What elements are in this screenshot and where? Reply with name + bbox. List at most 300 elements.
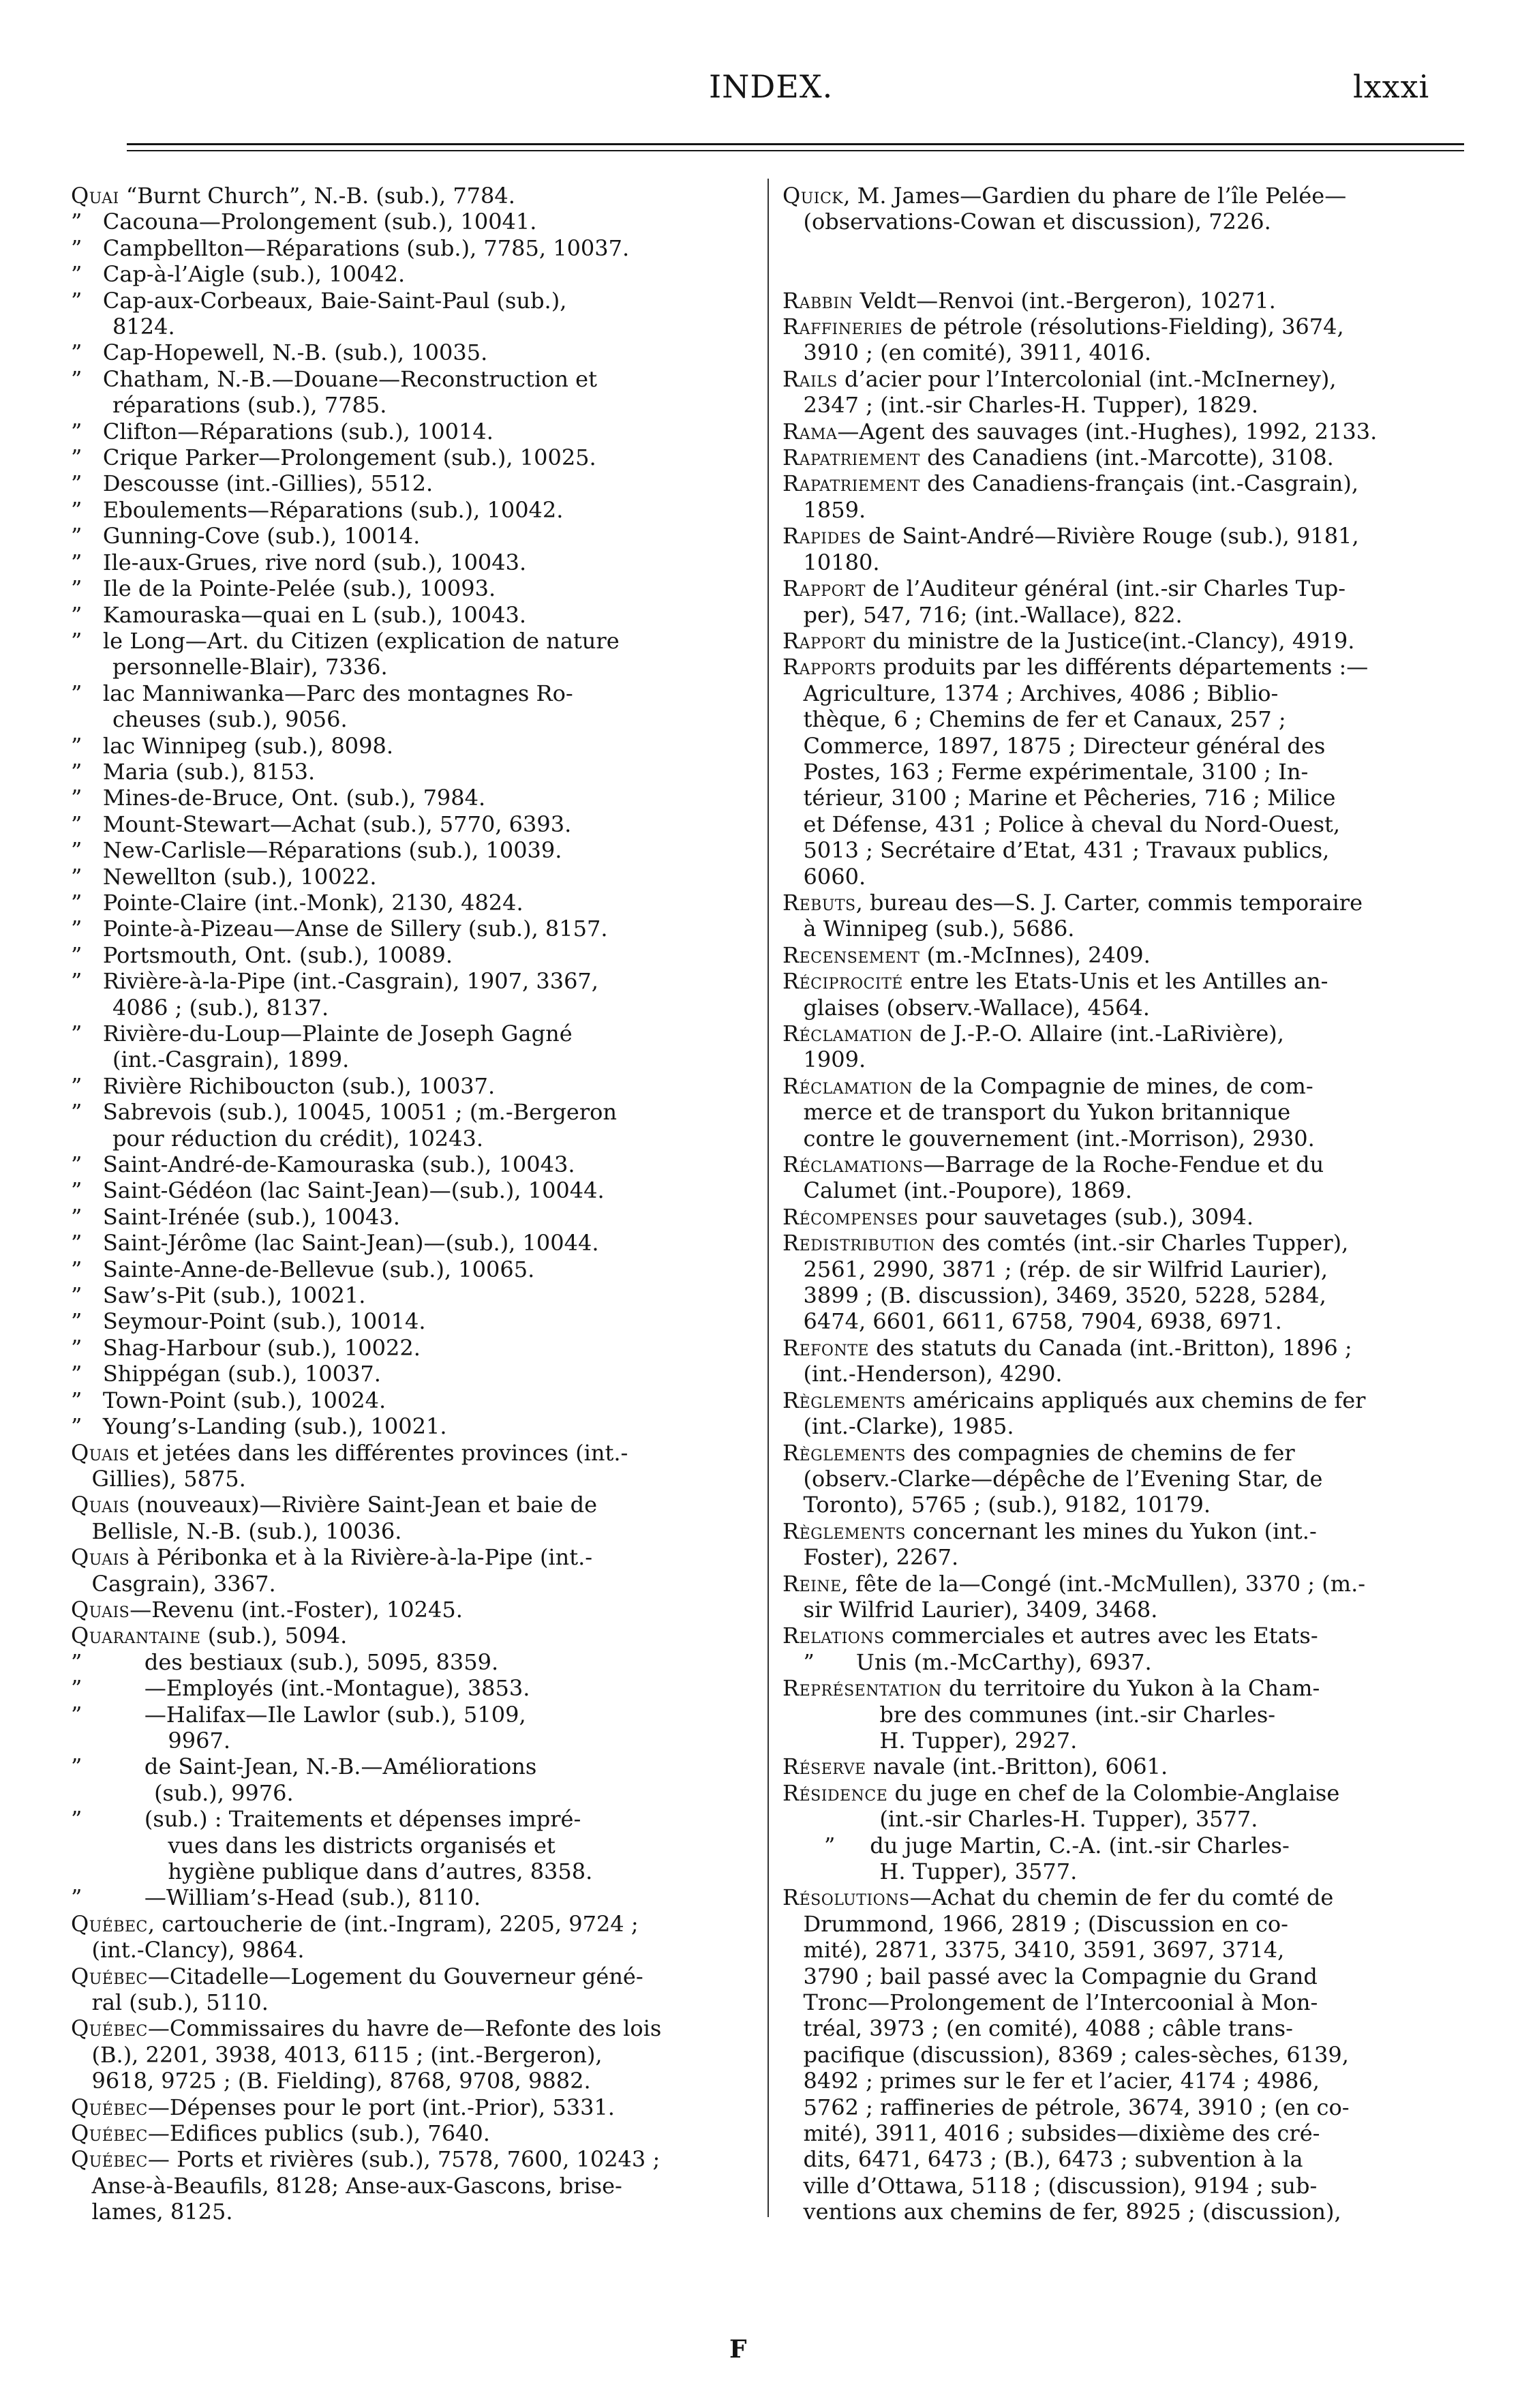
- index-entry-line: [782, 2173, 1464, 2199]
- index-entry-text: 4086 ; (sub.), 8137.: [71, 994, 329, 1021]
- index-entry-line: [782, 995, 1464, 1021]
- index-entry-text: ” Saint-André-de-Kamouraska (sub.), 10043.: [71, 1152, 575, 1178]
- index-entry-text: des statuts du Canada (int.-Britton), 1896 ;: [868, 1334, 1352, 1361]
- index-entry-line: [782, 497, 1464, 523]
- index-entry-text: 8124.: [71, 314, 175, 340]
- index-entry-head: Québec: [71, 2015, 148, 2042]
- index-entry-text: (int.-Clarke), 1985.: [782, 1413, 1014, 1440]
- index-entry-line: [71, 1833, 753, 1858]
- index-entry-text: ” Saw’s-Pit (sub.), 10021.: [71, 1282, 366, 1309]
- index-entry-text: ” Chatham, N.-B.—Douane—Reconstruction et: [71, 365, 597, 392]
- index-entry-text: ” Kamouraska—quai en L (sub.), 10043.: [71, 601, 527, 628]
- index-entry-text: —Barrage de la Roche-Fendue et du: [923, 1152, 1324, 1178]
- index-entry-head: Résidence: [782, 1779, 888, 1806]
- index-entry-line: [71, 1021, 753, 1047]
- index-entry-line: [782, 628, 1464, 654]
- index-entry-line: [782, 706, 1464, 732]
- index-entry-text: Postes, 163 ; Ferme expérimentale, 3100 ; In-: [782, 758, 1309, 785]
- index-entry-head: Règlements: [782, 1518, 906, 1544]
- index-entry-line: [71, 1858, 753, 1884]
- index-entry-text: 9967.: [71, 1727, 231, 1754]
- index-entry-text: Toronto), 5765 ; (sub.), 9182, 10179.: [782, 1492, 1211, 1518]
- index-entry-head: Rapports: [782, 654, 877, 680]
- index-entry-text: tréal, 3973 ; (en comité), 4088 ; câble trans-: [782, 2015, 1293, 2042]
- index-entry-text: ” —Employés (int.-Montague), 3853.: [71, 1675, 530, 1702]
- index-entry-text: Foster), 2267.: [782, 1544, 959, 1571]
- index-entry-text: ” Saint-Jérôme (lac Saint-Jean)—(sub.), 10044.: [71, 1230, 599, 1256]
- index-entry-head: Raffineries: [782, 314, 903, 340]
- index-entry-text: ” le Long—Art. du Citizen (explication de nature: [71, 627, 620, 654]
- index-entry-head: Relations: [782, 1623, 885, 1649]
- index-entry-line: [71, 445, 753, 470]
- index-entry-text: ” Shag-Harbour (sub.), 10022.: [71, 1334, 421, 1361]
- index-entry-text: ” (sub.) : Traitements et dépenses impré-: [71, 1806, 581, 1833]
- index-entry-text: (int.-Henderson), 4290.: [782, 1361, 1063, 1387]
- index-entry-line: [71, 1047, 753, 1072]
- left-index-column: [71, 183, 753, 2225]
- index-entry-text: ventions aux chemins de fer, 8925 ; (discussion),: [782, 2199, 1341, 2225]
- index-entry-line: [71, 706, 753, 732]
- index-entry-head: Réclamation: [782, 1021, 913, 1047]
- index-entry-head: Quais: [71, 1544, 130, 1571]
- index-entry-line: [782, 2042, 1464, 2068]
- index-entry-text: , cartoucherie de (int.-Ingram), 2205, 9724 ;: [147, 1910, 639, 1937]
- index-entry-text: (B.), 2201, 3938, 4013, 6115 ; (int.-Bergeron),: [71, 2041, 603, 2068]
- index-entry-line: [71, 1623, 753, 1649]
- index-entry-line: [71, 1806, 753, 1832]
- index-entry-text: ” lac Manniwanka—Parc des montagnes Ro-: [71, 680, 573, 706]
- index-entry-text: d’acier pour l’Intercolonial (int.-McInerney),: [837, 365, 1337, 392]
- index-entry-line: [71, 1466, 753, 1492]
- index-entry-line: [782, 1649, 1464, 1675]
- index-entry-text: Agriculture, 1374 ; Archives, 4086 ; Biblio-: [782, 680, 1279, 706]
- index-entry-text: sir Wilfrid Laurier), 3409, 3468.: [782, 1596, 1158, 1623]
- index-entry-line: [71, 392, 753, 418]
- index-entry-line: [71, 1492, 753, 1518]
- index-entry-line: [71, 1308, 753, 1334]
- index-entry-text: pour sauvetages (sub.), 3094.: [918, 1203, 1254, 1230]
- index-entry-text: ” Young’s-Landing (sub.), 10021.: [71, 1413, 447, 1440]
- index-entry-text: ” Saint-Irénée (sub.), 10043.: [71, 1203, 400, 1230]
- index-entry-text: ” Clifton—Réparations (sub.), 10014.: [71, 418, 493, 445]
- index-entry-text: de l’Auditeur général (int.-sir Charles Tup-: [865, 575, 1346, 602]
- index-entry-text: térieur, 3100 ; Marine et Pêcheries, 716 ; Milice: [782, 785, 1336, 811]
- index-entry-line: [782, 1440, 1464, 1466]
- index-entry-line: [71, 209, 753, 235]
- index-entry-text: réparations (sub.), 7785.: [71, 392, 387, 419]
- index-entry-line: [71, 628, 753, 654]
- index-entry-text: ” Sainte-Anne-de-Bellevue (sub.), 10065.: [71, 1256, 535, 1282]
- index-entry-head: Réserve: [782, 1754, 866, 1780]
- index-entry-line: [71, 1099, 753, 1125]
- index-entry-line: [71, 942, 753, 968]
- index-entry-text: navale (int.-Britton), 6061.: [866, 1754, 1168, 1780]
- index-entry-line: [71, 1544, 753, 1570]
- index-entry-line: [782, 864, 1464, 890]
- index-entry-text: ” Town-Point (sub.), 10024.: [71, 1387, 386, 1413]
- index-entry-line: [782, 2068, 1464, 2094]
- index-entry-head: Reine: [782, 1570, 842, 1597]
- index-entry-line: [71, 1282, 753, 1308]
- index-entry-text: thèque, 6 ; Chemins de fer et Canaux, 257 ;: [782, 706, 1286, 733]
- index-entry-line: [782, 759, 1464, 785]
- index-entry-text: 5762 ; raffineries de pétrole, 3674, 3910 ; (en co-: [782, 2094, 1350, 2120]
- index-entry-line: [782, 575, 1464, 601]
- index-entry-head: Rapport: [782, 627, 866, 654]
- index-entry-head: Réclamation: [782, 1072, 913, 1099]
- index-entry-text: 8492 ; primes sur le fer et l’acier, 4174 ; 4986,: [782, 2068, 1320, 2094]
- index-entry-head: Redistribution: [782, 1230, 935, 1256]
- index-entry-line: [71, 916, 753, 942]
- index-entry-line: [71, 1911, 753, 1937]
- index-entry-head: Rebuts: [782, 889, 856, 916]
- index-entry-text: —Citadelle—Logement du Gouverneur géné-: [147, 1963, 643, 1989]
- index-entry-text: ” de Saint-Jean, N.-B.—Améliorations: [71, 1754, 537, 1780]
- index-entry-line: [71, 183, 753, 209]
- index-entry-text: per), 547, 716; (int.-Wallace), 822.: [782, 601, 1183, 628]
- index-entry-line: [782, 968, 1464, 994]
- index-entry-line: [71, 602, 753, 628]
- index-entry-text: H. Tupper), 2927.: [782, 1727, 1078, 1754]
- index-entry-line: [782, 1413, 1464, 1439]
- index-entry-text: 6474, 6601, 6611, 6758, 7904, 6938, 6971.: [782, 1308, 1282, 1335]
- index-entry-head: Rails: [782, 365, 838, 392]
- index-entry-line: [782, 209, 1464, 235]
- index-entry-text: 2347 ; (int.-sir Charles-H. Tupper), 1829.: [782, 392, 1259, 419]
- index-entry-line: [71, 1335, 753, 1361]
- index-entry-line: [782, 523, 1464, 549]
- index-entry-line: [782, 314, 1464, 340]
- index-entry-text: concernant les mines du Yukon (int.-: [905, 1518, 1317, 1544]
- index-entry-text: ” Rivière-du-Loup—Plainte de Joseph Gagné: [71, 1021, 573, 1047]
- index-entry-line: [782, 1858, 1464, 1884]
- index-entry-text: ” Gunning-Cove (sub.), 10014.: [71, 523, 421, 550]
- index-entry-text: 3790 ; bail passé avec la Compagnie du Grand: [782, 1963, 1318, 1989]
- index-entry-text: ” Shippégan (sub.), 10037.: [71, 1361, 381, 1387]
- index-entry-head: Rabbin: [782, 287, 853, 314]
- index-entry-text: ” Maria (sub.), 8153.: [71, 758, 316, 785]
- index-entry-line: [782, 1308, 1464, 1334]
- index-entry-text: du juge en chef de la Colombie-Anglaise: [887, 1779, 1340, 1806]
- index-entry-line: [71, 1989, 753, 2015]
- index-entry-text: [782, 261, 789, 287]
- index-entry-text: de J.-P.-O. Allaire (int.-LaRivière),: [912, 1021, 1284, 1047]
- index-entry-text: produits par les différents départements :—: [876, 654, 1369, 680]
- index-entry-line: [71, 1937, 753, 1963]
- index-entry-line: [71, 1702, 753, 1728]
- index-entry-head: Québec: [71, 2146, 148, 2173]
- index-entry-text: , fête de la—Congé (int.-McMullen), 3370 ; (m.-: [841, 1570, 1366, 1597]
- index-entry-line: [71, 759, 753, 785]
- index-entry-line: [782, 1126, 1464, 1152]
- index-entry-text: personnelle-Blair), 7336.: [71, 654, 388, 680]
- index-entry-line: [71, 785, 753, 811]
- index-entry-line: [782, 1728, 1464, 1754]
- index-entry-text: “Burnt Church”, N.-B. (sub.), 7784.: [119, 183, 515, 209]
- index-entry-text: lames, 8125.: [71, 2199, 233, 2225]
- index-entry-text: Tronc—Prolongement de l’Intercoonial à Mon-: [782, 1989, 1318, 2016]
- index-entry-text: (int.-Clancy), 9864.: [71, 1937, 305, 1963]
- index-entry-line: [71, 811, 753, 837]
- index-entry-head: Québec: [71, 1910, 148, 1937]
- index-entry-line: [782, 183, 1464, 209]
- index-entry-line: [71, 314, 753, 340]
- index-entry-line: [71, 2146, 753, 2172]
- index-entry-text: de Saint-André—Rivière Rouge (sub.), 9181,: [861, 523, 1359, 550]
- right-index-column: [782, 183, 1464, 2225]
- index-entry-line: [782, 1204, 1464, 1230]
- index-entry-text: contre le gouvernement (int.-Morrison), 2930.: [782, 1125, 1315, 1152]
- index-entry-line: [71, 366, 753, 392]
- index-entry-text: ” lac Winnipeg (sub.), 8098.: [71, 732, 393, 759]
- index-entry-head: Quais: [71, 1596, 130, 1623]
- index-entry-line: [782, 1099, 1464, 1125]
- index-entry-head: Rapatriement: [782, 445, 920, 471]
- index-entry-line: [782, 654, 1464, 680]
- index-entry-line: [71, 2068, 753, 2094]
- index-entry-text: de la Compagnie de mines, de com-: [912, 1072, 1313, 1099]
- index-entry-text: ” Mount-Stewart—Achat (sub.), 5770, 6393.: [71, 811, 572, 837]
- index-entry-line: [71, 288, 753, 314]
- index-entry-head: Réciprocité: [782, 968, 903, 995]
- index-entry-text: 9618, 9725 ; (B. Fielding), 8768, 9708, 9882.: [71, 2068, 591, 2094]
- index-entry-line: [71, 1177, 753, 1203]
- index-entry-text: ” Rivière Richiboucton (sub.), 10037.: [71, 1072, 496, 1099]
- index-entry-text: glaises (observ.-Wallace), 4564.: [782, 994, 1150, 1021]
- index-entry-text: à Péribonka et à la Rivière-à-la-Pipe (int.-: [130, 1544, 593, 1571]
- index-entry-text: 3899 ; (B. discussion), 3469, 3520, 5228, 5284,: [782, 1282, 1326, 1309]
- index-entry-text: ” des bestiaux (sub.), 5095, 8359.: [71, 1649, 499, 1675]
- index-entry-line: [71, 680, 753, 706]
- index-entry-text: ” Ile de la Pointe-Pelée (sub.), 10093.: [71, 575, 496, 602]
- index-entry-line: [782, 261, 1464, 287]
- index-entry-line: [782, 1361, 1464, 1387]
- index-entry-head: Rapport: [782, 575, 866, 602]
- index-entry-head: Rama: [782, 418, 838, 445]
- index-entry-text: (m.-McInnes), 2409.: [920, 942, 1151, 968]
- index-entry-text: hygiène publique dans d’autres, 8358.: [71, 1858, 593, 1884]
- index-entry-text: ville d’Ottawa, 5118 ; (discussion), 9194 ; sub-: [782, 2172, 1318, 2199]
- index-entry-text: ” Sabrevois (sub.), 10045, 10051 ; (m.-Bergeron: [71, 1099, 617, 1126]
- index-entry-text: 3910 ; (en comité), 3911, 4016.: [782, 340, 1152, 366]
- index-entry-text: 1859.: [782, 496, 866, 523]
- index-entry-line: [782, 288, 1464, 314]
- index-entry-line: [782, 680, 1464, 706]
- index-entry-line: [782, 235, 1464, 261]
- index-entry-line: [71, 995, 753, 1021]
- index-entry-line: [71, 733, 753, 759]
- index-entry-head: Québec: [71, 1963, 148, 1989]
- index-entry-text: ” Saint-Gédéon (lac Saint-Jean)—(sub.), 10044.: [71, 1177, 605, 1204]
- index-entry-text: ” du juge Martin, C.-A. (int.-sir Charles-: [782, 1832, 1290, 1858]
- index-entry-line: [782, 1021, 1464, 1047]
- index-entry-line: [782, 366, 1464, 392]
- index-entry-text: ” Newellton (sub.), 10022.: [71, 863, 377, 890]
- index-entry-text: , M. James—Gardien du phare de l’île Pelée—: [843, 183, 1347, 209]
- index-entry-line: [782, 1230, 1464, 1256]
- index-entry-line: [782, 1518, 1464, 1544]
- index-entry-head: Quais: [71, 1492, 130, 1518]
- index-entry-text: (sub.), 5094.: [200, 1623, 348, 1649]
- index-entry-line: [782, 470, 1464, 496]
- index-entry-text: pour réduction du crédit), 10243.: [71, 1125, 484, 1152]
- index-entry-text: ” Descousse (int.-Gillies), 5512.: [71, 470, 434, 497]
- index-entry-text: ” Rivière-à-la-Pipe (int.-Casgrain), 1907, 3367,: [71, 968, 598, 995]
- index-entry-text: 2561, 2990, 3871 ; (rép. de sir Wilfrid Laurier),: [782, 1256, 1328, 1282]
- index-entry-text: des Canadiens-français (int.-Casgrain),: [920, 470, 1359, 497]
- index-entry-text: commerciales et autres avec les Etats-: [884, 1623, 1318, 1649]
- index-entry-text: à Winnipeg (sub.), 5686.: [782, 916, 1075, 942]
- index-entry-text: — Ports et rivières (sub.), 7578, 7600, 10243 ;: [147, 2146, 660, 2173]
- index-entry-head: Règlements: [782, 1439, 906, 1466]
- index-entry-line: [71, 2173, 753, 2199]
- index-entry-text: pacifique (discussion), 8369 ; cales-sèches, 6139,: [782, 2041, 1349, 2068]
- index-entry-line: [71, 1518, 753, 1544]
- index-entry-line: [71, 837, 753, 863]
- index-entry-text: ” Seymour-Point (sub.), 10014.: [71, 1308, 426, 1335]
- index-entry-line: [782, 419, 1464, 445]
- index-entry-line: [71, 654, 753, 680]
- index-entry-text: de pétrole (résolutions-Fielding), 3674,: [902, 314, 1344, 340]
- index-entry-text: 5013 ; Secrétaire d’Etat, 431 ; Travaux publics,: [782, 837, 1330, 864]
- index-entry-text: du ministre de la Justice(int.-Clancy), 4919.: [865, 627, 1355, 654]
- index-entry-text: —Agent des sauvages (int.-Hughes), 1992, 2133.: [837, 418, 1378, 445]
- index-entry-line: [71, 968, 753, 994]
- index-entry-line: [782, 1256, 1464, 1282]
- index-entry-text: et jetées dans les différentes provinces (int.-: [130, 1439, 628, 1466]
- index-entry-head: Rapatriement: [782, 470, 920, 497]
- index-entry-text: entre les Etats-Unis et les Antilles an-: [902, 968, 1328, 995]
- index-entry-text: du territoire du Yukon à la Cham-: [941, 1675, 1320, 1702]
- index-entry-line: [782, 1073, 1464, 1099]
- index-entry-line: [71, 1126, 753, 1152]
- index-entry-text: ” New-Carlisle—Réparations (sub.), 10039.: [71, 837, 562, 864]
- index-entry-line: [782, 1911, 1464, 1937]
- index-entry-line: [71, 1780, 753, 1806]
- index-entry-text: ” Unis (m.-McCarthy), 6937.: [782, 1649, 1152, 1675]
- column-divider: [768, 179, 769, 2217]
- index-entry-line: [782, 733, 1464, 759]
- index-entry-text: 10180.: [782, 549, 880, 575]
- index-entry-line: [782, 1466, 1464, 1492]
- index-entry-text: bre des communes (int.-sir Charles-: [782, 1701, 1276, 1728]
- index-entry-line: [71, 2042, 753, 2068]
- index-entry-text: ” Cacouna—Prolongement (sub.), 10041.: [71, 209, 537, 235]
- index-entry-text: ” Mines-de-Bruce, Ont. (sub.), 7984.: [71, 785, 486, 811]
- index-entry-head: Réclamations: [782, 1152, 924, 1178]
- index-entry-text: ” Portsmouth, Ont. (sub.), 10089.: [71, 942, 453, 968]
- index-entry-line: [71, 1597, 753, 1623]
- index-entry-head: Québec: [71, 2120, 148, 2147]
- index-entry-text: américains appliqués aux chemins de fer: [905, 1387, 1366, 1413]
- index-entry-line: [782, 1282, 1464, 1308]
- index-entry-line: [71, 2094, 753, 2120]
- index-entry-line: [71, 1256, 753, 1282]
- index-entry-line: [71, 2199, 753, 2225]
- index-entry-head: Refonte: [782, 1334, 869, 1361]
- index-entry-text: ” Cap-Hopewell, N.-B. (sub.), 10035.: [71, 340, 488, 366]
- index-entry-text: ” Pointe-à-Pizeau—Anse de Sillery (sub.), 8157.: [71, 916, 608, 942]
- index-entry-head: Résolutions: [782, 1884, 910, 1911]
- index-entry-line: [782, 1597, 1464, 1623]
- index-entry-text: Bellisle, N.-B. (sub.), 10036.: [71, 1518, 402, 1544]
- index-entry-line: [782, 1544, 1464, 1570]
- index-entry-head: Quai: [71, 183, 119, 209]
- index-entry-text: —Revenu (int.-Foster), 10245.: [130, 1596, 463, 1623]
- index-entry-text: (observations-Cowan et discussion), 7226.: [782, 209, 1271, 235]
- index-entry-text: cheuses (sub.), 9056.: [71, 706, 348, 733]
- index-entry-text: ” —Halifax—Ile Lawlor (sub.), 5109,: [71, 1701, 526, 1728]
- index-entry-head: Rapides: [782, 523, 862, 550]
- signature-mark: F: [729, 2335, 747, 2364]
- index-entry-text: —Commissaires du havre de—Refonte des lois: [147, 2015, 662, 2042]
- index-entry-line: [71, 497, 753, 523]
- index-entry-line: [782, 1937, 1464, 1963]
- index-entry-line: [782, 1780, 1464, 1806]
- index-entry-line: [71, 1649, 753, 1675]
- index-entry-line: [782, 942, 1464, 968]
- index-entry-text: ” Ile-aux-Grues, rive nord (sub.), 10043.: [71, 549, 527, 575]
- index-entry-text: , bureau des—S. J. Carter, commis temporaire: [855, 889, 1363, 916]
- index-entry-text: et Défense, 431 ; Police à cheval du Nord-Ouest,: [782, 811, 1341, 837]
- index-entry-text: ral (sub.), 5110.: [71, 1989, 269, 2016]
- index-entry-line: [782, 445, 1464, 470]
- header-rule-thin: [127, 150, 1464, 151]
- index-entry-line: [71, 523, 753, 549]
- index-entry-line: [71, 1440, 753, 1466]
- index-entry-text: Gillies), 5875.: [71, 1465, 246, 1492]
- index-entry-text: —Achat du chemin de fer du comté de: [909, 1884, 1334, 1911]
- index-entry-text: des Canadiens (int.-Marcotte), 3108.: [920, 445, 1334, 471]
- index-entry-text: 1909.: [782, 1047, 866, 1073]
- index-entry-line: [782, 1623, 1464, 1649]
- index-entry-text: ” Pointe-Claire (int.-Monk), 2130, 4824.: [71, 889, 523, 916]
- index-entry-line: [782, 1806, 1464, 1832]
- index-entry-text: mité), 2871, 3375, 3410, 3591, 3697, 3714,: [782, 1937, 1285, 1963]
- index-entry-line: [71, 1361, 753, 1387]
- index-entry-line: [71, 261, 753, 287]
- page-title: INDEX.: [709, 68, 834, 105]
- index-entry-text: mité), 3911, 4016 ; subsides—dixième des cré-: [782, 2120, 1320, 2147]
- index-entry-line: [782, 392, 1464, 418]
- index-entry-line: [782, 890, 1464, 916]
- index-entry-text: Casgrain), 3367.: [71, 1570, 276, 1597]
- index-entry-line: [71, 1884, 753, 1910]
- header-rule: [127, 143, 1464, 145]
- index-entry-text: vues dans les districts organisés et: [71, 1832, 556, 1858]
- index-entry-text: Calumet (int.-Poupore), 1869.: [782, 1177, 1132, 1204]
- index-entry-line: [782, 811, 1464, 837]
- index-entry-line: [782, 1387, 1464, 1413]
- index-entry-text: (int.-sir Charles-H. Tupper), 3577.: [782, 1806, 1258, 1833]
- index-entry-line: [782, 1833, 1464, 1858]
- index-entry-line: [71, 340, 753, 365]
- index-entry-line: [782, 1754, 1464, 1779]
- index-entry-head: Québec: [71, 2094, 148, 2120]
- index-entry-line: [782, 1702, 1464, 1728]
- index-entry-text: ” Crique Parker—Prolongement (sub.), 10025.: [71, 445, 596, 471]
- index-entry-line: [71, 1204, 753, 1230]
- index-entry-line: [71, 890, 753, 916]
- index-entry-text: Commerce, 1897, 1875 ; Directeur général des: [782, 732, 1326, 759]
- index-entry-text: (int.-Casgrain), 1899.: [71, 1047, 350, 1073]
- index-entry-text: ” —William’s-Head (sub.), 8110.: [71, 1884, 481, 1911]
- index-entry-text: —Dépenses pour le port (int.-Prior), 5331.: [147, 2094, 615, 2120]
- index-entry-line: [71, 1413, 753, 1439]
- index-entry-line: [782, 1675, 1464, 1701]
- index-entry-line: [71, 1754, 753, 1779]
- index-entry-line: [782, 2015, 1464, 2041]
